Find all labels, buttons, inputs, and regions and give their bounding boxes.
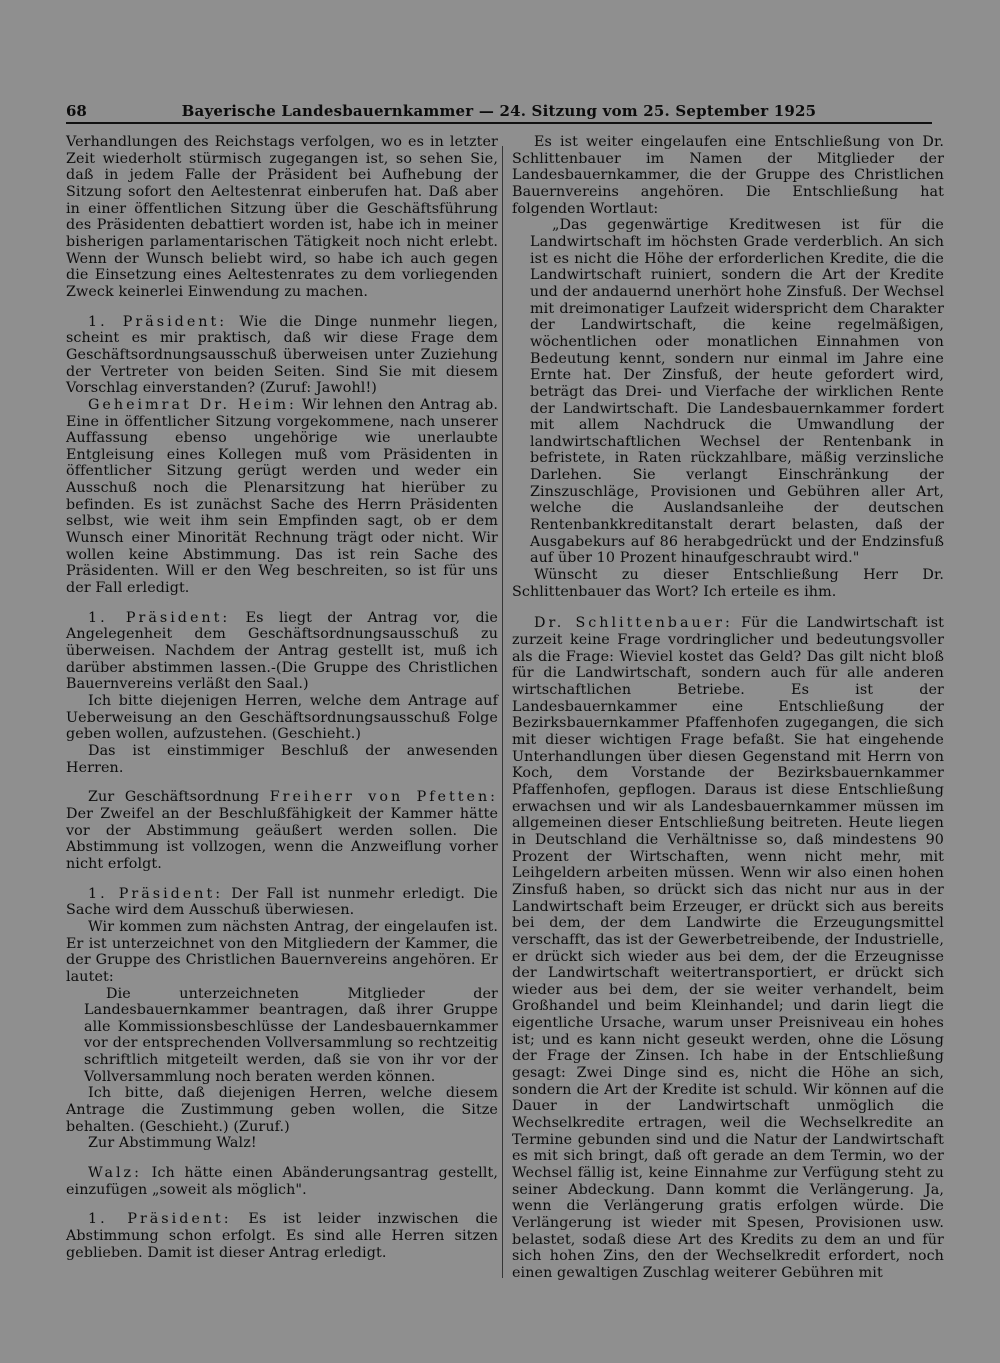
paragraph bbox=[66, 886, 498, 919]
paragraph bbox=[66, 397, 498, 597]
running-title: Bayerische Landesbauernkammer — 24. Sitzung vom 25. September 1925 bbox=[181, 102, 817, 120]
paragraph bbox=[66, 1211, 498, 1261]
speech-text: Es ist leider inzwischen die Abstimmung schon erfolgt. Es sind alle Herren sitzen geblieben. Damit ist dieser Antrag erledigt. bbox=[66, 1211, 498, 1261]
paragraph bbox=[66, 314, 498, 397]
paragraph: Wir kommen zum nächsten Antrag, der eingelaufen ist. Er ist unterzeichnet von den Mitgliedern der Kammer, die der Gruppe des Christlichen Bauernvereins angehören. Er lautet: bbox=[66, 918, 498, 985]
paragraph: Ich bitte, daß diejenigen Herren, welche diesem Antrage die Zustimmung geben wollen, die Sitze behalten. (Geschieht.) (Zuruf.) bbox=[66, 1085, 498, 1135]
paragraph: Verhandlungen des Reichstags verfolgen, wo es in letzter Zeit wiederholt stürmisch zugegangen ist, so sehen Sie, daß in jedem Falle der Präsident bei Aufhebung der Sitzung sofort den Aeltestenrat einberufen hat. Daß aber in einer öffentlichen Sitzung über die Geschäftsführung des Präsidenten debattiert worden ist, habe ich in meiner bisherigen parlamentarischen Tätigkeit noch nicht erlebt. Wenn der Wunsch beliebt wird, so habe ich auch gegen die Einsetzung eines Aeltestenrates zu dem vorliegenden Zweck keinerlei Einwendung zu machen. bbox=[66, 134, 498, 300]
speaker-name: 1. Präsident: bbox=[88, 1211, 232, 1228]
paragraph bbox=[66, 610, 498, 693]
paragraph: Es ist weiter eingelaufen eine Entschließung von Dr. Schlittenbauer im Namen der Mitglieder der Landesbauernkammer, die der Gruppe des Christlichen Bauernvereins angehören. Die Entschließung hat folgenden Wortlaut: bbox=[512, 134, 944, 217]
paragraph bbox=[512, 615, 944, 1281]
speech-prefix: Zur Geschäftsordnung bbox=[88, 789, 270, 806]
left-column bbox=[66, 134, 498, 1261]
speech-text: Wie die Dinge nunmehr liegen, scheint es mir praktisch, daß wir diese Frage dem Geschäftsordnungsausschuß überweisen unter Zuziehung der Vertreter von beiden Seiten. Sind Sie mit diesem Vorschlag einverstanden? (Zuruf: Jawohl!) bbox=[66, 313, 498, 397]
speech-text: Es liegt der Antrag vor, die Angelegenheit dem Geschäftsordnungsausschuß zu überweisen. Nachdem der Antrag gestellt ist, muß ich darüber abstimmen lassen.-(Die Gruppe des Christlichen Bauernvereins verläßt den Saal.) bbox=[66, 609, 498, 693]
right-column bbox=[512, 134, 944, 1282]
speaker-name: 1. Präsident: bbox=[88, 313, 228, 330]
speaker-name: Walz: bbox=[88, 1165, 142, 1182]
speaker-name: 1. Präsident: bbox=[88, 609, 231, 626]
column-divider bbox=[502, 146, 503, 1278]
speech-text: Wir lehnen den Antrag ab. Eine in öffentlicher Sitzung vorgekommene, nach unserer Auffassung ebenso ungehörige wie unerlaubte Entgleisung eines Kollegen muß vom Präsidenten in öffentlicher Sitzung gerügt werden und weder ein Ausschuß noch die Plenarsitzung hat hierüber zu befinden. Es ist zunächst Sache des Herrn Präsidenten selbst, wie weit ihm sein Empfinden sagt, ob er dem Wunsch einer Minorität Rechnung trägt oder nicht. Wir wollen keine Abstimmung. Das ist rein Sache des Präsidenten. Will er den Weg beschreiten, so ist für uns der Fall erledigt. bbox=[66, 396, 498, 597]
paragraph bbox=[66, 789, 498, 872]
paragraph: Zur Abstimmung Walz! bbox=[88, 1135, 257, 1152]
speech-text: Für die Landwirtschaft ist zurzeit keine Frage vordringlicher und bedeutungsvoller als die Frage: Wieviel kostet das Geld? Das gilt nicht bloß für die Landwirtschaft, sondern auch für alle anderen wirtschaftlichen Betriebe. Es ist der Landesbauernkammer eine Entschließung der Bezirksbauernkammer Pfaffenhofen zugegangen, die sich mit dieser wichtigen Frage befaßt. Sie hat eingehende Unterhandlungen über diesen Gegenstand mit Herrn von Koch, dem Vorstande der Bezirksbauernkammer Pfaffenhofen, gepflogen. Daraus ist diese Entschließung erwachsen und wir als Landesbauernkammer müssen im allgemeinen dieser Entschließung beitreten. Heute liegen in Deutschland die Verhältnisse so, daß mindestens 90 Prozent der Wirtschaften, wenn nicht mehr, mit Leihgeldern arbeiten müssen. Wenn wir also einen hohen Zinsfuß haben, so drückt sich das nicht nur aus in der Landwirtschaft beim Erzeuger, er drückt sich aus bereits bei dem, der dem Landwirte die Erzeugungsmittel verschafft, das ist der Gewerbetreibende, der Industrielle, er drückt sich wieder aus bei dem, der die Erzeugnisse der Landwirtschaft weitertransportiert, er drückt sich wieder aus bei dem, der sie weiter verhandelt, beim Großhandel und beim Kleinhandel; und darin liegt die eigentliche Ursache, warum unser Preisniveau ein hohes ist; und es kann nicht geseukt werden, ohne die Lösung der Frage der Zinsen. Ich habe in der Entschließung gesagt: Zwei Dinge sind es, nicht die Höhe an sich, sondern die Art der Kredite ist schuld. Wir können auf die Dauer in der Landwirtschaft unmöglich die Wechselkredite ertragen, weil die Wechselkredite an Termine gebunden sind und die Natur der Landwirtschaft es mit sich bringt, daß oft gerade an dem Termin, wo der Wechsel fällig ist, keine Einnahme zur Verfügung steht zu seiner Abdeckung. Dann kommt die Verlängerung. Ja, wenn die Verlängerung gratis erfolgen würde. Die Verlängerung ist wieder mit Spesen, Provisionen usw. belastet, sodaß diese Art des Kredits zu dem an und für sich hohen Zins, den der Wechselkredit erfordert, noch einen gewaltigen Zuschlag weiterer Gebühren mit bbox=[512, 615, 945, 1281]
paragraph: Ich bitte diejenigen Herren, welche dem Antrage auf Ueberweisung an den Geschäftsordnungsausschuß Folge geben wollen, aufzustehen. (Geschieht.) bbox=[66, 693, 498, 743]
speaker-name: 1. Präsident: bbox=[88, 885, 224, 902]
page-header bbox=[66, 98, 932, 124]
speech-text: Ich hätte einen Abänderungsantrag gestellt, einzufügen „soweit als möglich". bbox=[66, 1165, 498, 1198]
speaker-name: Dr. Schlittenbauer: bbox=[534, 615, 733, 632]
paragraph bbox=[66, 1165, 498, 1198]
speaker-name: Freiherr von Pfetten: bbox=[269, 789, 498, 806]
speech-text: Der Fall ist nunmehr erledigt. Die Sache wird dem Ausschuß überwiesen. bbox=[66, 885, 498, 919]
paragraph: Das ist einstimmiger Beschluß der anwesenden Herren. bbox=[66, 742, 498, 776]
speech-text: Der Zweifel an der Beschlußfähigkeit der Kammer hätte vor der Abstimmung geäußert werden sollen. Die Abstimmung ist vollzogen, wenn die Anzweiflung vorher nicht erfolgt. bbox=[66, 805, 498, 872]
paragraph: Wünscht zu dieser Entschließung Herr Dr. Schlittenbauer das Wort? Ich erteile es ihm. bbox=[512, 567, 944, 600]
speaker-name: Geheimrat Dr. Heim: bbox=[88, 396, 297, 413]
resolution-quote: „Das gegenwärtige Kreditwesen ist für die Landwirtschaft im höchsten Grade verderblich. An sich ist es nicht die Höhe der erforderlichen Kredite, die die Landwirtschaft ruiniert, sondern die Art der Kredite und der andauernd unerhört hohe Zinsfuß. Der Wechsel mit dreimonatiger Laufzeit widerspricht dem Charakter der Landwirtschaft, die keine regelmäßigen, wöchentlichen oder monatlichen Einnahmen von Bedeutung kennt, sondern nur einmal im Jahre eine Ernte hat. Der Zinsfuß, der heute gefordert wird, beträgt das Drei- und Vierfache der wirklichen Rente der Landwirtschaft. Die Landesbauernkammer fordert mit allem Nachdruck die Umwandlung der landwirtschaftlichen Wechsel der Rentenbank in befristete, in Raten rückzahlbare, mäßig verzinsliche Darlehen. Sie verlangt Einschränkung der Zinszuschläge, Provisionen und Gebühren aller Art, welche die Auslandsanleihe der deutschen Rentenbankkreditanstalt derart belasten, daß der Ausgabekurs auf 86 herabgedrückt und der Endzinsfuß auf über 10 Prozent hinaufgeschraubt wird." bbox=[530, 217, 944, 567]
motion-quote: Die unterzeichneten Mitglieder der Landesbauernkammer beantragen, daß ihrer Gruppe alle Kommissionsbeschlüsse der Landesbauernkammer vor der entsprechenden Vollversammlung so rechtzeitig schriftlich mitgeteilt werden, daß sie von ihr vor der Vollversammlung noch beraten werden können. bbox=[84, 985, 498, 1085]
page-number: 68 bbox=[66, 102, 87, 120]
